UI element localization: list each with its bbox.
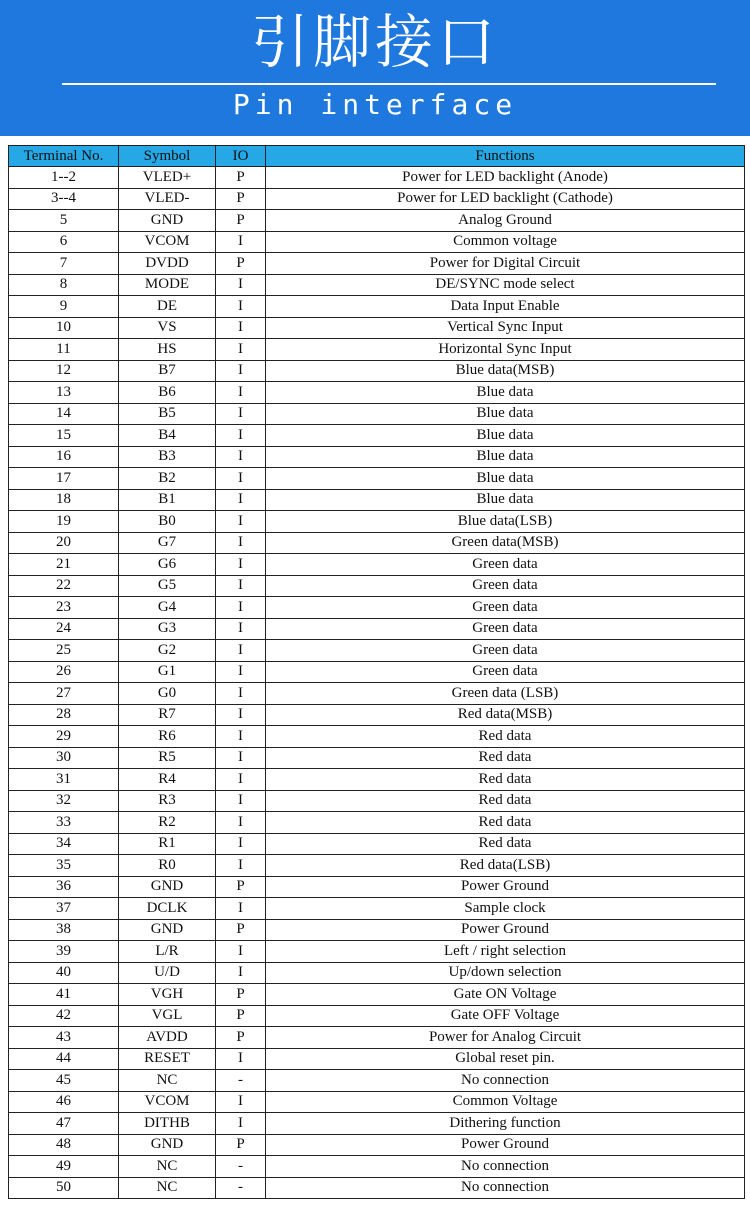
cell-function: Vertical Sync Input [266,317,745,339]
cell-terminal-no: 12 [9,360,119,382]
cell-symbol: AVDD [119,1027,216,1049]
table-row [9,1005,745,1027]
cell-function: No connection [266,1156,745,1178]
cell-io: P [216,984,266,1006]
cell-io: P [216,876,266,898]
cell-io: P [216,1027,266,1049]
cell-function: Red data [266,790,745,812]
cell-symbol: DE [119,296,216,318]
cell-terminal-no: 28 [9,704,119,726]
table-row [9,446,745,468]
cell-io: P [216,253,266,275]
header-symbol: Symbol [119,146,216,167]
cell-terminal-no: 37 [9,898,119,920]
header-io: IO [216,146,266,167]
cell-symbol: B0 [119,511,216,533]
cell-terminal-no: 45 [9,1070,119,1092]
table-row [9,661,745,683]
cell-symbol: NC [119,1156,216,1178]
table-row [9,726,745,748]
cell-function: Blue data(LSB) [266,511,745,533]
cell-io: I [216,704,266,726]
cell-function: Power for Analog Circuit [266,1027,745,1049]
title-banner [0,0,750,136]
cell-io: I [216,747,266,769]
table-row [9,1048,745,1070]
table-row [9,640,745,662]
cell-symbol: R1 [119,833,216,855]
cell-symbol: B1 [119,489,216,511]
page-title: 引脚接口 [250,8,499,76]
table-row [9,833,745,855]
cell-io: I [216,855,266,877]
table-row [9,984,745,1006]
cell-symbol: L/R [119,941,216,963]
table-row [9,188,745,210]
cell-terminal-no: 30 [9,747,119,769]
cell-terminal-no: 36 [9,876,119,898]
table-row [9,167,745,189]
title-divider [62,83,716,85]
table-row [9,898,745,920]
cell-symbol: B7 [119,360,216,382]
cell-io: P [216,1005,266,1027]
table-row [9,855,745,877]
cell-symbol: VCOM [119,1091,216,1113]
cell-io: I [216,532,266,554]
cell-io: I [216,941,266,963]
cell-function: Red data [266,769,745,791]
cell-terminal-no: 35 [9,855,119,877]
cell-symbol: NC [119,1177,216,1199]
cell-symbol: NC [119,1070,216,1092]
cell-function: Global reset pin. [266,1048,745,1070]
cell-function: Green data [266,597,745,619]
table-row [9,683,745,705]
cell-symbol: B4 [119,425,216,447]
table-row [9,769,745,791]
cell-terminal-no: 41 [9,984,119,1006]
table-row [9,812,745,834]
cell-terminal-no: 8 [9,274,119,296]
cell-terminal-no: 29 [9,726,119,748]
table-row [9,425,745,447]
cell-terminal-no: 40 [9,962,119,984]
cell-terminal-no: 16 [9,446,119,468]
table-row [9,1156,745,1178]
cell-symbol: G6 [119,554,216,576]
cell-io: I [216,1113,266,1135]
cell-symbol: B3 [119,446,216,468]
cell-function: Blue data [266,382,745,404]
cell-terminal-no: 47 [9,1113,119,1135]
cell-symbol: DVDD [119,253,216,275]
cell-symbol: G4 [119,597,216,619]
cell-symbol: U/D [119,962,216,984]
table-row [9,919,745,941]
cell-function: Sample clock [266,898,745,920]
cell-function: Blue data [266,425,745,447]
header-functions: Functions [266,146,745,167]
cell-symbol: GND [119,1134,216,1156]
cell-symbol: G7 [119,532,216,554]
cell-function: Common Voltage [266,1091,745,1113]
cell-io: I [216,575,266,597]
cell-symbol: B5 [119,403,216,425]
cell-io: I [216,339,266,361]
cell-io: I [216,554,266,576]
cell-terminal-no: 7 [9,253,119,275]
table-row [9,962,745,984]
table-row [9,597,745,619]
cell-io: I [216,833,266,855]
cell-function: Blue data [266,403,745,425]
cell-io: I [216,769,266,791]
table-row [9,554,745,576]
cell-io: P [216,210,266,232]
table-row [9,532,745,554]
table-row [9,1177,745,1199]
cell-io: I [216,812,266,834]
cell-function: Common voltage [266,231,745,253]
table-row [9,1027,745,1049]
cell-terminal-no: 38 [9,919,119,941]
cell-io: P [216,1134,266,1156]
cell-terminal-no: 43 [9,1027,119,1049]
cell-function: Red data [266,833,745,855]
cell-function: Red data(LSB) [266,855,745,877]
table-row [9,575,745,597]
cell-io: I [216,382,266,404]
cell-terminal-no: 48 [9,1134,119,1156]
cell-symbol: HS [119,339,216,361]
cell-symbol: DITHB [119,1113,216,1135]
cell-symbol: R6 [119,726,216,748]
table-row [9,790,745,812]
cell-function: Green data (LSB) [266,683,745,705]
cell-terminal-no: 49 [9,1156,119,1178]
cell-terminal-no: 26 [9,661,119,683]
cell-terminal-no: 17 [9,468,119,490]
table-row [9,360,745,382]
table-row [9,489,745,511]
cell-function: Green data [266,554,745,576]
cell-symbol: VS [119,317,216,339]
cell-symbol: DCLK [119,898,216,920]
cell-function: Green data(MSB) [266,532,745,554]
cell-function: No connection [266,1070,745,1092]
table-row [9,747,745,769]
table-row [9,941,745,963]
cell-terminal-no: 5 [9,210,119,232]
cell-io: I [216,683,266,705]
cell-terminal-no: 23 [9,597,119,619]
cell-io: I [216,425,266,447]
cell-symbol: MODE [119,274,216,296]
table-row [9,274,745,296]
table-row [9,1091,745,1113]
cell-terminal-no: 33 [9,812,119,834]
cell-function: Dithering function [266,1113,745,1135]
cell-symbol: VCOM [119,231,216,253]
cell-terminal-no: 3--4 [9,188,119,210]
cell-symbol: VGH [119,984,216,1006]
cell-symbol: G5 [119,575,216,597]
cell-terminal-no: 18 [9,489,119,511]
cell-function: Red data(MSB) [266,704,745,726]
cell-io: I [216,403,266,425]
cell-symbol: B2 [119,468,216,490]
cell-function: Gate OFF Voltage [266,1005,745,1027]
table-row [9,1070,745,1092]
cell-function: Blue data [266,446,745,468]
cell-function: Green data [266,618,745,640]
cell-io: I [216,1091,266,1113]
table-row [9,210,745,232]
cell-io: P [216,919,266,941]
cell-symbol: VLED+ [119,167,216,189]
cell-io: I [216,274,266,296]
cell-function: Red data [266,747,745,769]
cell-symbol: G1 [119,661,216,683]
cell-io: I [216,640,266,662]
cell-terminal-no: 42 [9,1005,119,1027]
table-body [9,167,745,1199]
cell-io: P [216,188,266,210]
cell-function: Up/down selection [266,962,745,984]
table-row [9,1113,745,1135]
cell-terminal-no: 27 [9,683,119,705]
cell-terminal-no: 13 [9,382,119,404]
cell-symbol: RESET [119,1048,216,1070]
cell-function: Red data [266,812,745,834]
cell-terminal-no: 46 [9,1091,119,1113]
cell-symbol: G3 [119,618,216,640]
cell-symbol: VLED- [119,188,216,210]
cell-io: I [216,618,266,640]
cell-function: Power Ground [266,919,745,941]
cell-function: Power for LED backlight (Anode) [266,167,745,189]
cell-symbol: GND [119,210,216,232]
cell-terminal-no: 32 [9,790,119,812]
cell-function: Red data [266,726,745,748]
cell-symbol: VGL [119,1005,216,1027]
cell-function: Analog Ground [266,210,745,232]
cell-io: - [216,1156,266,1178]
table-row [9,1134,745,1156]
header-terminal-no: Terminal No. [9,146,119,167]
cell-terminal-no: 10 [9,317,119,339]
cell-function: Power for Digital Circuit [266,253,745,275]
cell-io: I [216,360,266,382]
cell-io: I [216,1048,266,1070]
cell-symbol: R0 [119,855,216,877]
cell-io: I [216,726,266,748]
cell-terminal-no: 11 [9,339,119,361]
table-row [9,403,745,425]
cell-symbol: GND [119,919,216,941]
cell-terminal-no: 14 [9,403,119,425]
cell-io: I [216,446,266,468]
table-row [9,317,745,339]
cell-function: Blue data [266,489,745,511]
cell-io: I [216,468,266,490]
cell-terminal-no: 20 [9,532,119,554]
table-row [9,511,745,533]
cell-symbol: R5 [119,747,216,769]
cell-function: Green data [266,640,745,662]
table-header-row [9,146,745,167]
cell-io: I [216,317,266,339]
table-row [9,296,745,318]
cell-io: - [216,1177,266,1199]
cell-function: Gate ON Voltage [266,984,745,1006]
cell-terminal-no: 50 [9,1177,119,1199]
cell-io: I [216,489,266,511]
cell-terminal-no: 9 [9,296,119,318]
table-row [9,618,745,640]
cell-function: Data Input Enable [266,296,745,318]
cell-function: No connection [266,1177,745,1199]
cell-function: Blue data [266,468,745,490]
cell-terminal-no: 19 [9,511,119,533]
cell-terminal-no: 24 [9,618,119,640]
cell-symbol: R4 [119,769,216,791]
table-row [9,231,745,253]
cell-function: Green data [266,661,745,683]
cell-terminal-no: 21 [9,554,119,576]
cell-symbol: B6 [119,382,216,404]
cell-terminal-no: 39 [9,941,119,963]
pin-interface-table [8,145,745,1199]
table-row [9,339,745,361]
cell-terminal-no: 44 [9,1048,119,1070]
cell-symbol: R7 [119,704,216,726]
cell-io: I [216,296,266,318]
cell-io: P [216,167,266,189]
table-row [9,876,745,898]
table-row [9,468,745,490]
table-row [9,382,745,404]
cell-io: I [216,511,266,533]
cell-symbol: GND [119,876,216,898]
cell-terminal-no: 22 [9,575,119,597]
cell-terminal-no: 34 [9,833,119,855]
cell-symbol: G2 [119,640,216,662]
cell-terminal-no: 31 [9,769,119,791]
cell-io: I [216,661,266,683]
cell-function: Power for LED backlight (Cathode) [266,188,745,210]
cell-function: Green data [266,575,745,597]
cell-symbol: G0 [119,683,216,705]
table-row [9,704,745,726]
cell-terminal-no: 15 [9,425,119,447]
cell-io: I [216,597,266,619]
cell-terminal-no: 25 [9,640,119,662]
cell-io: I [216,231,266,253]
cell-symbol: R2 [119,812,216,834]
table-row [9,253,745,275]
cell-function: DE/SYNC mode select [266,274,745,296]
cell-function: Blue data(MSB) [266,360,745,382]
cell-io: I [216,790,266,812]
cell-io: I [216,962,266,984]
cell-io: I [216,898,266,920]
cell-function: Power Ground [266,876,745,898]
cell-function: Horizontal Sync Input [266,339,745,361]
cell-terminal-no: 6 [9,231,119,253]
cell-terminal-no: 1--2 [9,167,119,189]
page-subtitle: Pin interface [232,88,518,121]
cell-symbol: R3 [119,790,216,812]
cell-function: Power Ground [266,1134,745,1156]
cell-io: - [216,1070,266,1092]
cell-function: Left / right selection [266,941,745,963]
